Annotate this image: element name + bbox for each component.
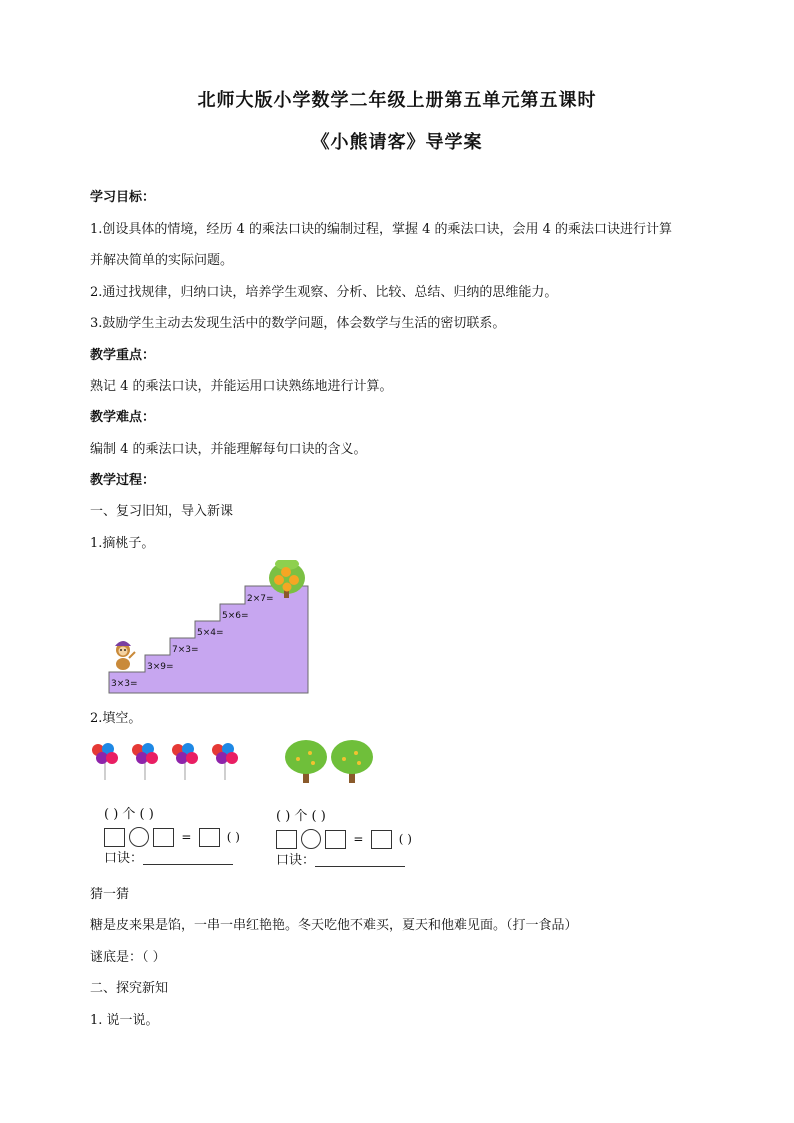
- fill-block-left: [104, 804, 243, 870]
- tree-icon: [331, 740, 373, 783]
- step-2-label: 2.填空。: [90, 711, 142, 726]
- guess-heading: 猜一猜: [90, 887, 130, 902]
- answer-box[interactable]: [325, 830, 346, 849]
- stair-label: 2×7=: [247, 594, 274, 604]
- page-subtitle: 《小熊请客》导学案: [311, 132, 483, 153]
- operator-circle[interactable]: [129, 827, 149, 847]
- equals-sign: =: [181, 830, 192, 844]
- koujue-blank[interactable]: [143, 852, 233, 865]
- answer-box[interactable]: [104, 828, 125, 847]
- riddle-text: 糖是皮来果是馅，一串一串红艳艳。冬天吃他不难买，夏天和他难见面。（打一食品）: [90, 918, 578, 933]
- difficulties-text: 编制 4 的乘法口诀，并能理解每句口诀的含义。: [90, 442, 367, 457]
- count-blank-row: ( ) 个 ( ): [104, 807, 154, 822]
- section-1-heading: 一、复习旧知，导入新课: [90, 504, 234, 519]
- stairs-illustration: [95, 560, 315, 700]
- operator-circle[interactable]: [301, 829, 321, 849]
- tree-icon: [285, 740, 327, 783]
- answer-box[interactable]: [276, 830, 297, 849]
- unit-blank: ( ): [398, 832, 412, 846]
- stair-label: 3×9=: [147, 662, 174, 672]
- step-3-label: 1. 说一说。: [90, 1013, 159, 1028]
- stair-label: 7×3=: [172, 645, 199, 655]
- koujue-label: 口诀：: [104, 851, 144, 866]
- objectives-heading: 学习目标：: [90, 190, 156, 205]
- key-points-text: 熟记 4 的乘法口诀，并能运用口诀熟练地进行计算。: [90, 379, 393, 394]
- monkey-icon: [115, 641, 135, 670]
- unit-blank: ( ): [226, 830, 240, 844]
- objective-1-line-1: 1.创设具体的情境，经历 4 的乘法口诀的编制过程，掌握 4 的乘法口诀，会用 4 的乘法口诀进行计算: [90, 222, 673, 237]
- stair-label: 5×6=: [222, 611, 249, 621]
- key-points-heading: 教学重点：: [90, 348, 156, 363]
- step-1-label: 1.摘桃子。: [90, 536, 155, 551]
- koujue-label: 口诀：: [276, 853, 316, 868]
- riddle-answer: 谜底是：（ ）: [90, 950, 166, 965]
- objective-1-line-2: 并解决简单的实际问题。: [90, 253, 234, 268]
- objective-3: 3.鼓励学生主动去发现生活中的数学问题，体会数学与生活的密切联系。: [90, 316, 506, 331]
- answer-box[interactable]: [371, 830, 392, 849]
- balloon-bunch-icon: [172, 743, 198, 780]
- balloon-bunch-icon: [92, 743, 118, 780]
- balloon-bunch-icon: [132, 743, 158, 780]
- answer-box[interactable]: [199, 828, 220, 847]
- difficulties-heading: 教学难点：: [90, 410, 156, 425]
- balloon-bunch-icon: [212, 743, 238, 780]
- process-heading: 教学过程：: [90, 473, 156, 488]
- fill-block-right: [276, 806, 415, 872]
- objective-2: 2.通过找规律，归纳口诀，培养学生观察、分析、比较、总结、归纳的思维能力。: [90, 285, 558, 300]
- trees-illustration: [282, 735, 382, 785]
- section-2-heading: 二、探究新知: [90, 981, 169, 996]
- balloons-illustration: [88, 742, 258, 782]
- stair-label: 3×3=: [111, 679, 138, 689]
- count-blank-row: ( ) 个 ( ): [276, 809, 326, 824]
- stairs-shape: [109, 586, 308, 693]
- page-title: 北师大版小学数学二年级上册第五单元第五课时: [197, 90, 597, 111]
- stair-label: 5×4=: [197, 628, 224, 638]
- equals-sign: =: [353, 832, 364, 846]
- koujue-blank[interactable]: [315, 854, 405, 867]
- answer-box[interactable]: [153, 828, 174, 847]
